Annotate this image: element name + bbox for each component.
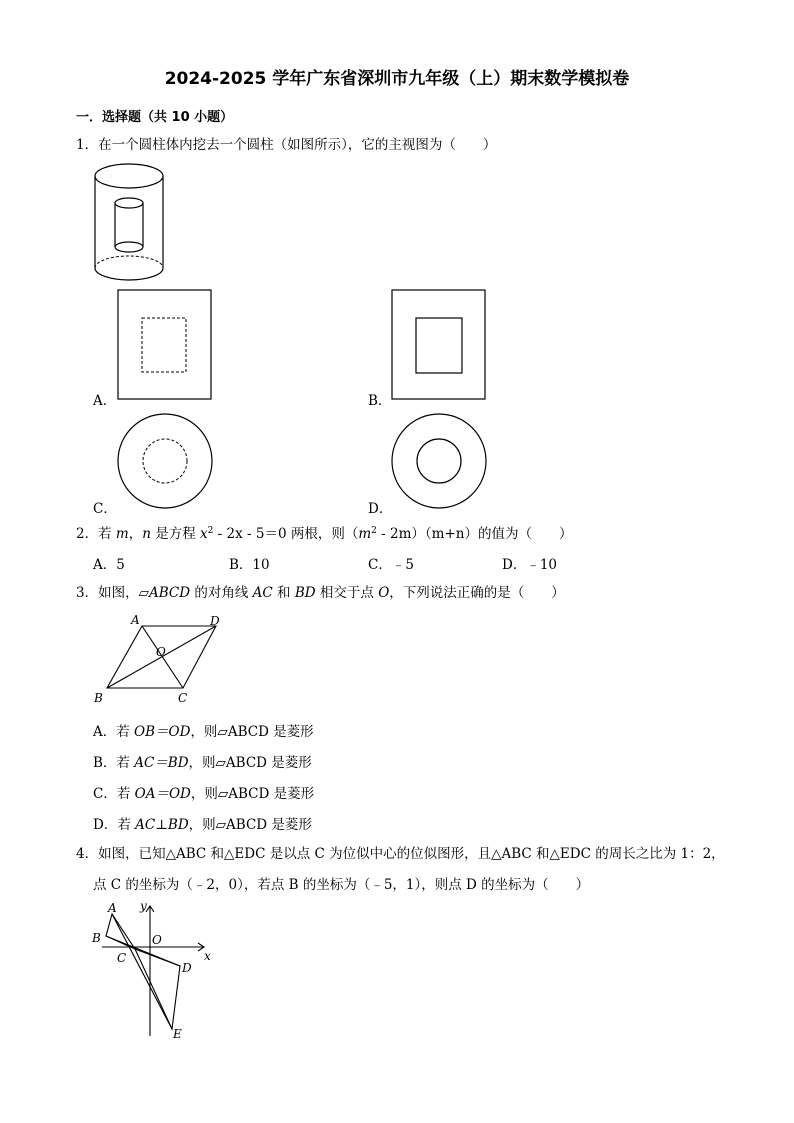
- triangle-label-d: D: [182, 961, 192, 975]
- triangle-label-c: C: [117, 951, 127, 965]
- q3-ac: AC: [252, 585, 273, 601]
- axis-label-y: y: [140, 899, 147, 913]
- q2-option-c: C．﹣5: [368, 557, 414, 573]
- page-title: 2024-2025 学年广东省深圳市九年级（上）期末数学模拟卷: [164, 69, 630, 89]
- q3-option-c-cond: OA＝OD: [134, 786, 191, 802]
- triangle-label-o: O: [152, 933, 162, 947]
- section-heading: 一．选择题（共 10 小题）: [76, 110, 234, 125]
- q3-option-c: [93, 782, 314, 802]
- q2-var-n: n: [142, 526, 151, 542]
- q3-option-c-prefix: C．若: [93, 786, 135, 802]
- q2-option-a: A．5: [93, 557, 125, 573]
- q2-mid2: - 2x - 5＝0 两根，则（: [213, 526, 359, 542]
- q3-option-a: [93, 720, 314, 740]
- q3-option-a-cond: OB＝OD: [134, 724, 191, 740]
- triangle-label-b: B: [92, 931, 101, 945]
- option-d-figure: [390, 412, 488, 510]
- option-d-label: D．: [368, 501, 393, 517]
- q2-option-d: D．﹣10: [502, 557, 558, 573]
- q3-abcd: ABCD: [148, 585, 191, 601]
- axis-label-x: x: [204, 949, 211, 963]
- question-1-text: 1．在一个圆柱体内挖去一个圆柱（如图所示），它的主视图为（ ）: [76, 137, 497, 153]
- q2-pre: 2．若: [76, 526, 116, 542]
- q2-var-x: x: [200, 526, 208, 542]
- q3-option-c-suffix: ，则▱ABCD 是菱形: [190, 786, 315, 802]
- q3-option-d-cond: AC⊥BD: [135, 817, 189, 833]
- parallelogram-label-a: A: [131, 613, 140, 627]
- cylinder-figure: [88, 160, 172, 284]
- q3-text-c: 和: [272, 585, 295, 601]
- q3-option-b-cond: AC＝BD: [134, 755, 189, 771]
- q2-var-m: m: [115, 526, 129, 542]
- option-a-figure: [117, 289, 213, 401]
- q2-exp2: 2: [371, 526, 377, 536]
- parallelogram-label-b: B: [94, 691, 103, 705]
- q2-comma: ，: [128, 526, 143, 542]
- q3-option-d-prefix: D．若: [93, 817, 136, 833]
- question-2-text: [76, 522, 572, 543]
- q2-mid3: - 2m）（m+n）的值为（ ）: [376, 526, 573, 542]
- parallelogram-figure: [90, 610, 230, 708]
- q3-text-e: ，下列说法正确的是（ ）: [389, 585, 565, 601]
- q3-bd: BD: [294, 585, 316, 601]
- q2-var-m2: m: [358, 526, 372, 542]
- q2-mid1: 是方程: [150, 526, 200, 542]
- q2-exp: 2: [207, 526, 214, 536]
- q3-option-b: [93, 751, 312, 771]
- q3-o: O: [378, 585, 390, 601]
- q2-option-b: B．10: [229, 557, 270, 573]
- option-b-figure: [391, 289, 487, 401]
- q3-option-b-prefix: B．若: [93, 755, 135, 771]
- question-4-line-2: 点 C 的坐标为（﹣2，0），若点 B 的坐标为（﹣5，1），则点 D 的坐标为（ ）: [93, 877, 590, 893]
- parallelogram-label-d: D: [210, 614, 220, 628]
- parallelogram-label-c: C: [178, 691, 188, 705]
- q3-option-b-suffix: ，则▱ABCD 是菱形: [188, 755, 312, 771]
- q3-text-b: 的对角线: [190, 585, 253, 601]
- q3-text-d: 相交于点: [315, 585, 379, 601]
- q3-text-a: 3．如图，▱: [76, 585, 149, 601]
- triangle-label-a: A: [108, 901, 117, 915]
- q3-option-d-suffix: ，则▱ABCD 是菱形: [188, 817, 312, 833]
- q3-option-a-prefix: A．若: [93, 724, 135, 740]
- triangle-label-e: E: [173, 1027, 182, 1041]
- option-c-label: C．: [93, 501, 117, 517]
- similar-triangles-figure: [88, 898, 214, 1043]
- option-a-label: A．: [93, 393, 117, 409]
- option-b-label: B．: [368, 393, 392, 409]
- q3-option-d: [93, 813, 312, 833]
- parallelogram-label-o: O: [156, 645, 166, 659]
- question-4-line-1: 4．如图，已知△ABC 和△EDC 是以点 C 为位似中心的位似图形，且△ABC 和△EDC 的周长之比为 1：2，: [76, 846, 725, 862]
- option-c-figure: [116, 412, 214, 510]
- question-3-text: [76, 584, 565, 602]
- q3-option-a-suffix: ，则▱ABCD 是菱形: [190, 724, 314, 740]
